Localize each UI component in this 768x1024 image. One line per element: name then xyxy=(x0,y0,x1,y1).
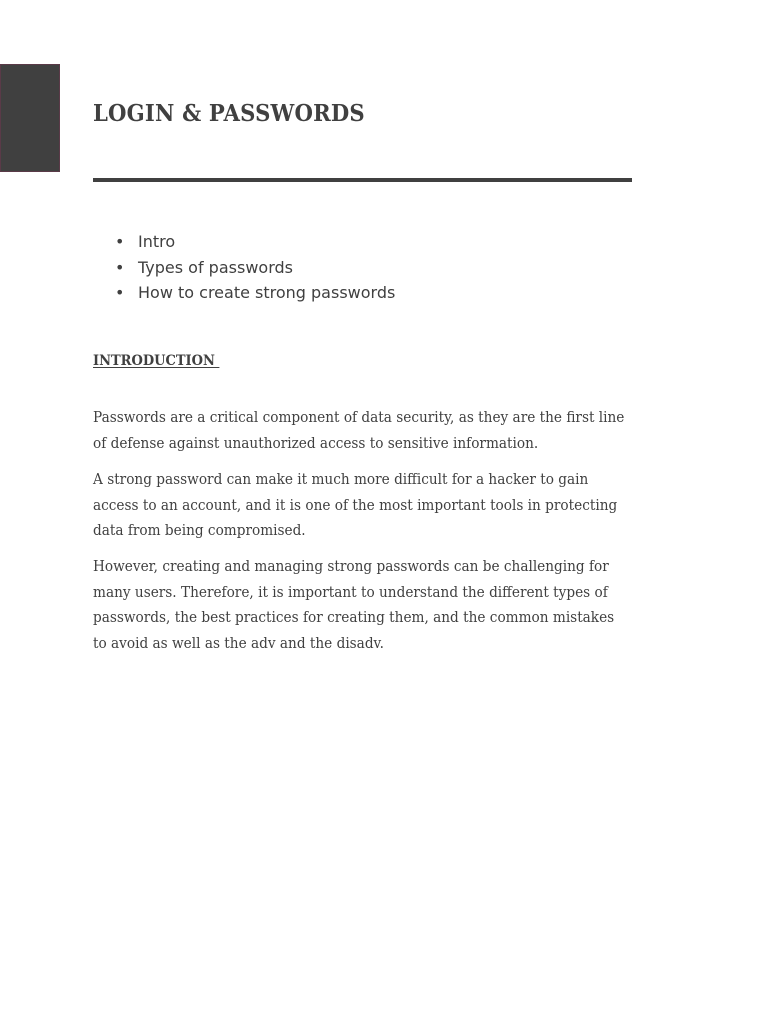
page-title: LOGIN & PASSWORDS xyxy=(93,100,365,127)
toc-item-intro xyxy=(93,229,395,255)
body-paragraph: Passwords are a critical component of data security, as they are the first line of defense against unauthorized access to sensitive information. xyxy=(93,409,625,452)
body-paragraph: A strong password can make it much more difficult for a hacker to gain access to an account, and it is one of the most important tools in protecting data from being compromised. xyxy=(93,471,618,540)
toc-item-label: Types of passwords xyxy=(138,257,293,277)
bullet-icon: • xyxy=(115,283,125,302)
section-heading-introduction: INTRODUCTION xyxy=(93,353,220,369)
side-accent-block xyxy=(0,64,60,172)
title-divider xyxy=(93,178,632,182)
toc-item-label: How to create strong passwords xyxy=(138,283,396,302)
toc-item-create-strong-passwords xyxy=(93,280,395,306)
body-paragraph: However, creating and managing strong passwords can be challenging for many users. Therefore, it is important to understand the different types of passwords, the best practices for creating them, and the common mistakes to avoid as well as the adv and the disadv. xyxy=(93,558,615,652)
bullet-icon: • xyxy=(115,257,125,277)
toc-item-label: Intro xyxy=(138,232,176,251)
toc-item-types-of-passwords xyxy=(93,255,395,281)
bullet-icon: • xyxy=(115,232,125,251)
table-of-contents-list xyxy=(93,229,395,306)
